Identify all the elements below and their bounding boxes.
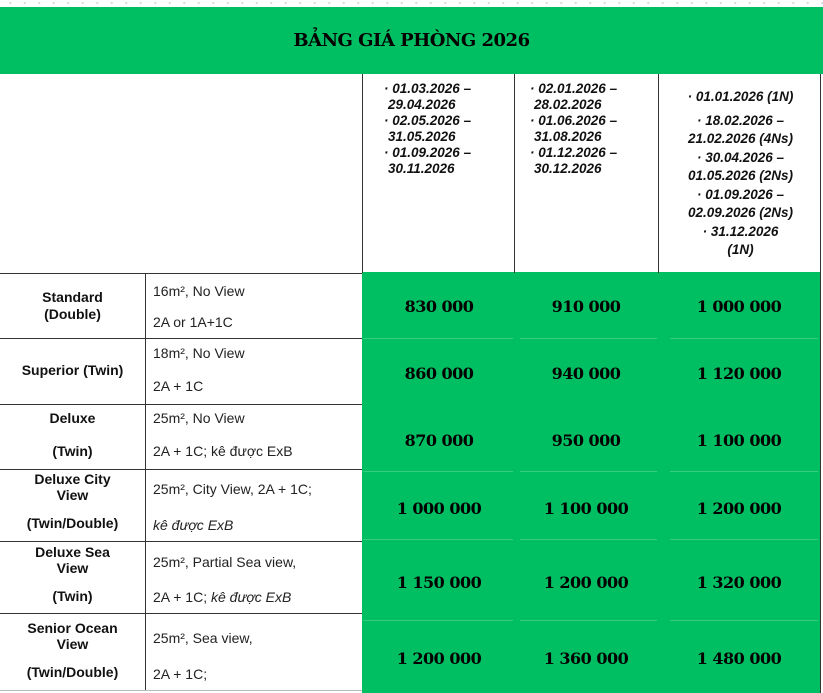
period-line: 01.05.2026 (2Ns) (687, 168, 794, 183)
price-cell: 1 150 000 (396, 573, 482, 592)
room-desc-line: 18m², No View (153, 345, 245, 361)
price-cell: 910 000 (551, 297, 621, 316)
period-line: 30.12.2026 (534, 161, 602, 176)
price-cell: 1 100 000 (696, 431, 782, 450)
period-line: · 02.05.2026 – (384, 113, 472, 128)
room-desc-line: kê được ExB (153, 517, 234, 533)
room-desc-line: 2A + 1C; (153, 666, 208, 682)
price-cell: 1 480 000 (696, 649, 782, 668)
period-line: 31.08.2026 (534, 129, 602, 144)
room-name-line: Superior (Twin) (21, 362, 124, 378)
period-line: 02.09.2026 (2Ns) (687, 205, 794, 220)
period-line: (1N) (727, 242, 754, 257)
room-name-standard (0, 289, 145, 323)
price-cell: 1 200 000 (696, 499, 782, 518)
period-line: 29.04.2026 (388, 97, 456, 112)
room-name-line: Deluxe City (34, 471, 111, 487)
period-line: · 01.03.2026 – (384, 81, 472, 96)
grid-line (363, 338, 513, 339)
room-name-deluxe-city-view (0, 471, 145, 531)
period-header-2 (530, 81, 617, 177)
period-line: 31.05.2026 (388, 129, 456, 144)
grid-line (363, 620, 513, 621)
grid-line (658, 74, 659, 273)
grid-line (363, 471, 513, 472)
grid-line (520, 539, 657, 540)
grid-line (670, 620, 818, 621)
grid-line (145, 273, 146, 691)
period-header-1 (384, 81, 471, 177)
period-line: · 01.01.2026 (1N) (687, 89, 794, 104)
price-cell: 1 000 000 (396, 499, 482, 518)
room-name-line: View (56, 487, 89, 503)
room-desc-line: 25m², Partial Sea view, (153, 554, 297, 570)
grid-line (0, 338, 362, 339)
price-cell: 830 000 (404, 297, 474, 316)
room-desc-line: 2A + 1C; kê được ExB (153, 443, 293, 459)
room-name-line: Senior Ocean (27, 620, 118, 636)
room-name-line: View (56, 636, 89, 652)
room-desc-line: 25m², Sea view, (153, 630, 253, 646)
grid-line (0, 273, 362, 274)
grid-line (820, 74, 821, 693)
period-line: · 18.02.2026 – (696, 112, 785, 128)
grid-line (363, 539, 513, 540)
grid-line (0, 690, 362, 691)
period-line: · 01.09.2026 – (384, 145, 472, 160)
grid-line (670, 471, 818, 472)
period-line: · 01.12.2026 – (530, 145, 618, 160)
room-desc-italic: kê được ExB (210, 589, 292, 605)
price-cell: 1 100 000 (543, 499, 629, 518)
room-name-line: Deluxe (49, 410, 96, 426)
price-cell: 1 200 000 (543, 573, 629, 592)
room-desc-line: 25m², City View, 2A + 1C; (153, 481, 312, 497)
price-cell: 950 000 (551, 431, 621, 450)
price-cell: 1 320 000 (696, 573, 782, 592)
period-line: · 02.01.2026 – (530, 81, 618, 96)
period-line: · 31.12.2026 (702, 223, 779, 239)
period-header-3 (663, 88, 818, 260)
room-desc-line: 16m², No View (153, 283, 245, 299)
room-name-line: Standard (42, 289, 103, 305)
room-name-deluxe (0, 410, 145, 460)
period-line: 30.11.2026 (388, 161, 455, 176)
grid-line (520, 338, 657, 339)
room-name-line: Deluxe Sea (35, 544, 110, 560)
price-cell: 1 200 000 (396, 649, 482, 668)
room-name-line: (Twin) (52, 588, 93, 604)
price-cell: 860 000 (404, 364, 474, 383)
period-line: 21.02.2026 (4Ns) (687, 131, 794, 146)
room-name-line: (Double) (44, 306, 101, 322)
room-name-line: View (56, 560, 89, 576)
room-name-line: (Twin/Double) (26, 515, 119, 531)
grid-line (0, 613, 362, 614)
room-name-line: (Twin) (52, 443, 93, 459)
period-line: · 30.04.2026 – (696, 149, 785, 165)
room-desc-line: 25m², No View (153, 410, 245, 426)
price-cell: 870 000 (404, 431, 474, 450)
room-desc-line: 2A + 1C (153, 378, 204, 394)
room-name-superior (0, 362, 145, 379)
grid-line (514, 74, 515, 273)
grid-line (670, 539, 818, 540)
period-line: 28.02.2026 (534, 97, 602, 112)
grid-line (0, 404, 362, 405)
period-line: · 01.06.2026 – (530, 113, 618, 128)
grid-line (520, 620, 657, 621)
price-cell: 1 360 000 (543, 649, 629, 668)
grid-line (362, 74, 363, 273)
grid-line (0, 469, 362, 470)
page-title: BẢNG GIÁ PHÒNG 2026 (293, 30, 530, 51)
grid-line (0, 541, 362, 542)
price-area (362, 272, 820, 693)
room-name-senior-ocean-view (0, 620, 145, 680)
price-cell: 1 120 000 (696, 364, 782, 383)
grid-line (670, 338, 818, 339)
price-cell: 940 000 (551, 364, 621, 383)
period-line: · 01.09.2026 – (696, 186, 785, 202)
room-desc-line (153, 589, 291, 605)
title-band (0, 7, 823, 74)
top-dotted-border (0, 0, 823, 6)
room-desc-text: 2A + 1C; (153, 589, 211, 605)
room-name-line: (Twin/Double) (26, 664, 119, 680)
price-cell: 1 000 000 (696, 297, 782, 316)
room-desc-line: 2A or 1A+1C (153, 314, 233, 330)
room-name-deluxe-sea-view (0, 544, 145, 604)
grid-line (520, 471, 657, 472)
